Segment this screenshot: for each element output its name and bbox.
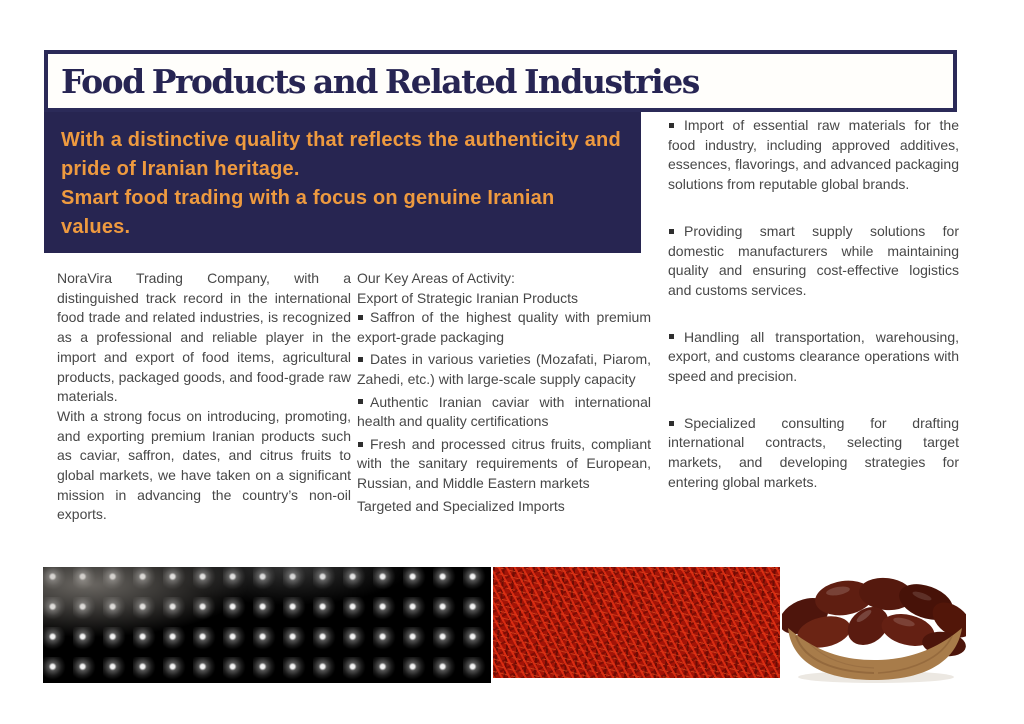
- hero-tagline-2: Smart food trading with a focus on genuine Iranian values.: [61, 187, 555, 238]
- bullet-square-icon: [358, 442, 363, 447]
- saffron-photo: [493, 567, 780, 678]
- bullet-square-icon: [669, 123, 674, 128]
- activities-footer: Targeted and Specialized Imports: [357, 497, 565, 514]
- activities-bullet: [357, 350, 651, 389]
- activities-column: [357, 269, 651, 516]
- dates-photo: [782, 558, 966, 684]
- intro-column: [57, 269, 351, 525]
- bullet-text: Providing smart supply solutions for domestic manufacturers while maintaining quality and ensuring cost-effective logistics and customs services.: [668, 222, 959, 298]
- page-title: Food Products and Related Industries: [61, 61, 699, 101]
- bullet-text: Handling all transportation, warehousing, export, and customs clearance operations with speed and precision.: [668, 328, 959, 385]
- services-bullet: [668, 222, 959, 301]
- activities-heading: Our Key Areas of Activity:: [357, 270, 515, 286]
- services-column: [668, 116, 959, 520]
- bullet-square-icon: [669, 229, 674, 234]
- bullet-square-icon: [669, 421, 674, 426]
- caviar-photo: [43, 567, 491, 683]
- services-bullet: [668, 414, 959, 493]
- bullet-square-icon: [358, 399, 363, 404]
- bullet-text: Dates in various varieties (Mozafati, Piarom, Zahedi, etc.) with large-scale supply capacity: [357, 351, 651, 387]
- hero-banner: [44, 112, 641, 253]
- bullet-square-icon: [358, 357, 363, 362]
- bullet-square-icon: [669, 334, 674, 339]
- intro-paragraph-2: With a strong focus on introducing, promoting, and exporting premium Iranian products such as caviar, saffron, dates, and citrus fruits to global markets, we have taken on a significant mission in advancing the country’s non-oil exports.: [57, 407, 351, 523]
- services-bullet: [668, 116, 959, 195]
- bullet-text: Specialized consulting for drafting international contracts, selecting target markets, and developing strategies for entering global markets.: [668, 414, 959, 490]
- bullet-text: Fresh and processed citrus fruits, compliant with the sanitary requirements of European, Russian, and Middle Eastern markets: [357, 435, 651, 491]
- services-bullet: [668, 328, 959, 387]
- intro-paragraph-1: NoraVira Trading Company, with a distinguished track record in the international food trade and related industries, is recognized as a professional and reliable player in the import and export of food items, agricultural products, packaged goods, and food-grade raw materials.: [57, 270, 351, 405]
- activities-subheading: Export of Strategic Iranian Products: [357, 289, 578, 306]
- hero-tagline-1: With a distinctive quality that reflects the authenticity and pride of Iranian heritage.: [61, 129, 621, 180]
- page-title-box: [44, 50, 957, 112]
- dates-bowl-illustration: [782, 558, 966, 684]
- bullet-text: Authentic Iranian caviar with international health and quality certifications: [357, 393, 651, 430]
- bullet-square-icon: [358, 315, 363, 320]
- bullet-text: Import of essential raw materials for the food industry, including approved additives, essences, flavorings, and advanced packaging solutions from reputable global brands.: [668, 117, 959, 193]
- bullet-text: Saffron of the highest quality with premium export-grade packaging: [357, 309, 651, 345]
- activities-bullet: [357, 308, 651, 347]
- activities-bullet: [357, 393, 651, 432]
- activities-bullet: [357, 435, 651, 494]
